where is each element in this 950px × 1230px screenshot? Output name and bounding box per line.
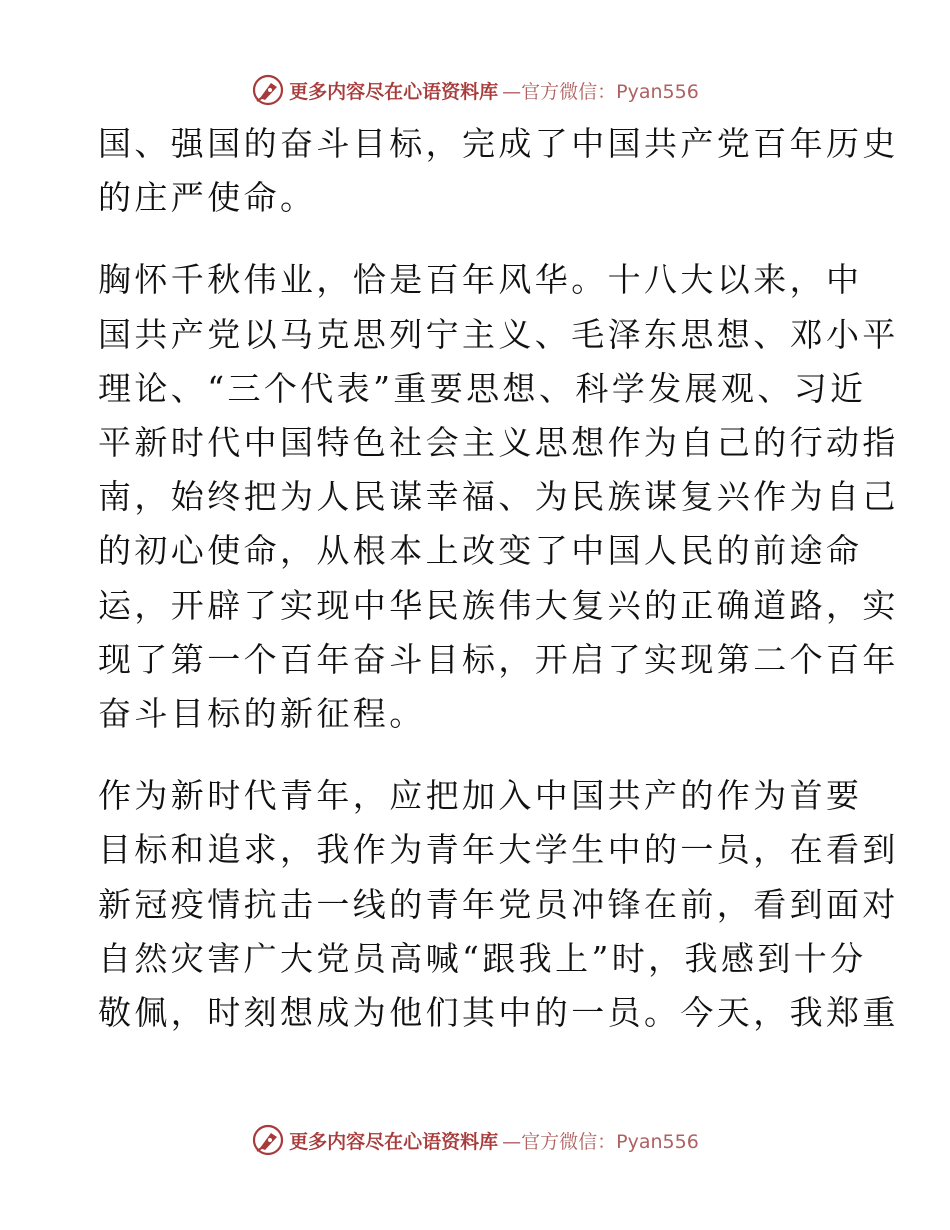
text-line: 现了第一个百年奋斗目标，开启了实现第二个百年 <box>98 639 899 679</box>
pen-nib-circle-icon <box>251 73 285 107</box>
document-body <box>98 117 899 1040</box>
text-line: 的初心使命，从根本上改变了中国人民的前途命 <box>98 531 863 571</box>
paragraph-2 <box>98 253 899 741</box>
header-watermark <box>0 72 950 108</box>
text-line: 胸怀千秋伟业，恰是百年风华。十八大以来，中 <box>98 260 863 300</box>
text-line: 国、强国的奋斗目标，完成了中国共产党百年历史 <box>98 124 899 163</box>
watermark-contact: —官方微信：Pyan556 <box>502 1130 699 1153</box>
text-line: 奋斗目标的新征程。 <box>98 694 426 734</box>
pen-nib-circle-icon <box>251 1123 285 1157</box>
text-line: 新冠疫情抗击一线的青年党员冲锋在前，看到面对 <box>98 884 899 924</box>
paragraph-3 <box>98 769 899 1040</box>
footer-watermark <box>0 1122 950 1158</box>
paragraph-1 <box>98 117 899 225</box>
watermark-contact: —官方微信：Pyan556 <box>502 80 699 103</box>
text-line: 国共产党以马克思列宁主义、毛泽东思想、邓小平 <box>98 314 899 354</box>
text-line: 自然灾害广大党员高喊“跟我上”时，我感到十分 <box>98 938 867 978</box>
text-line: 平新时代中国特色社会主义思想作为自己的行动指 <box>98 423 899 463</box>
text-line: 的庄严使命。 <box>98 178 317 218</box>
text-line: 敬佩，时刻想成为他们其中的一员。今天，我郑重 <box>98 993 899 1033</box>
text-line: 运，开辟了实现中华民族伟大复兴的正确道路，实 <box>98 585 899 625</box>
watermark-brand: 更多内容尽在心语资料库 <box>289 80 499 103</box>
text-line: 作为新时代青年，应把加入中国共产的作为首要 <box>98 776 863 816</box>
watermark-brand: 更多内容尽在心语资料库 <box>289 1130 499 1153</box>
text-line: 目标和追求，我作为青年大学生中的一员，在看到 <box>98 830 899 870</box>
text-line: 理论、“三个代表”重要思想、科学发展观、习近 <box>98 368 867 408</box>
text-line: 南，始终把为人民谋幸福、为民族谋复兴作为自己 <box>98 477 899 517</box>
